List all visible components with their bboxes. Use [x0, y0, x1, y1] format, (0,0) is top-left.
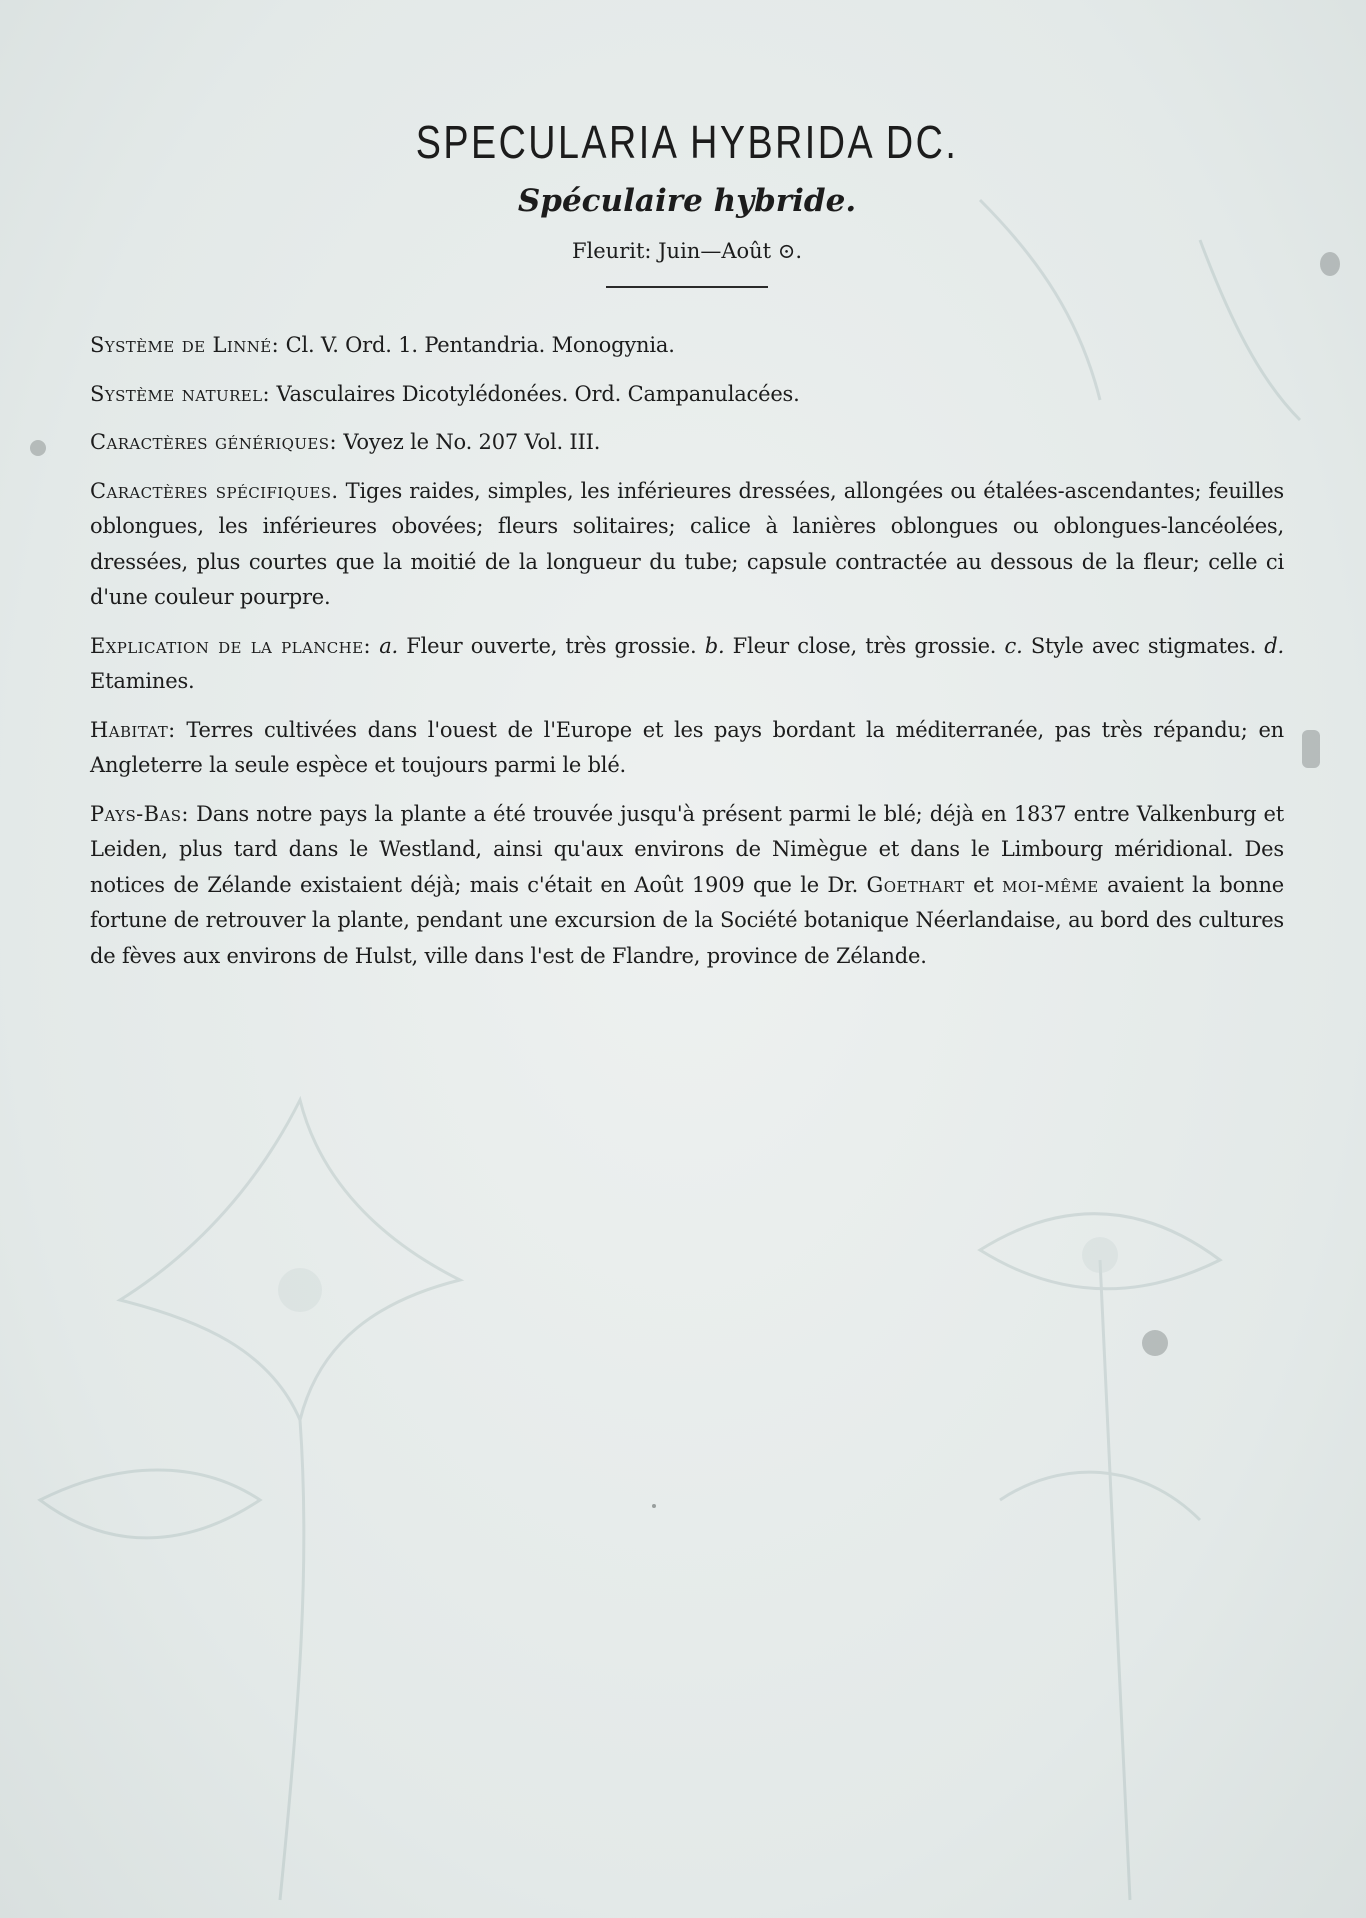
section-naturel [90, 377, 1284, 413]
figure-text-d: Etamines. [90, 669, 195, 693]
species-title: SPECULARIA HYBRIDA DC. [415, 116, 959, 168]
section-text: Cl. V. Ord. 1. Pentandria. Monogynia. [279, 333, 675, 357]
section-text: Voyez le No. 207 Vol. III. [336, 430, 601, 454]
person-name: Goethart [866, 872, 965, 897]
section-text: avaient la bonne fortune de retrouver la plante, pendant une excursion de la Société botanique Néerlandaise, au bord des cultures de fèves aux environs de Hulst, ville dans l'est de Flandre, province de Zélande. [90, 872, 1284, 968]
section-linne [90, 328, 1284, 364]
description-sections [90, 328, 1284, 974]
section-label: Habitat: [90, 717, 176, 742]
section-label: Pays-Bas: [90, 801, 189, 826]
species-common-name: Spéculaire hybride. [517, 183, 857, 219]
section-specific-characters [90, 474, 1284, 616]
figure-text-b: Fleur close, très grossie. [724, 633, 1005, 658]
section-label: Caractères génériques: [90, 430, 337, 454]
title-divider [606, 286, 768, 288]
section-text: Terres cultivées dans l'ouest de l'Europe et les pays bordant la méditerranée, pas très répandu; en Angleterre la seule espèce et toujours parmi le blé. [90, 717, 1284, 777]
paper-speck [1142, 1330, 1168, 1356]
section-label: Système naturel: [90, 381, 270, 406]
section-label: Système de Linné: [90, 333, 280, 357]
paper-speck [30, 440, 46, 456]
section-text: Tiges raides, simples, les inférieures dressées, allongées ou étalées-ascendantes; feuilles oblongues, les inférieures obovées; fleurs solitaires; calice à lanières oblongues ou oblongues-lancéolées, dressées, plus courtes que la moitié de la longueur du tube; capsule contractée au dessous de la fleur; celle ci d'une couleur pourpre. [90, 478, 1284, 609]
figure-letter-d: d. [1264, 633, 1285, 658]
figure-letter-b: b. [704, 633, 725, 658]
figure-letter-a: a. [379, 633, 398, 658]
figure-text-a: Fleur ouverte, très grossie. [397, 633, 705, 658]
section-plate-explanation [90, 629, 1284, 700]
section-netherlands [90, 797, 1284, 975]
section-text: Dans notre pays la plante a été trouvée jusqu'à présent parmi le blé; déjà en 1837 entre Valkenburg et Leiden, plus tard dans le Westland, ainsi qu'aux environs de Nimègue et dans le Limbourg méridional. Des notices de Zélande existaient déjà; mais c'était en Août 1909 que le Dr. [90, 801, 1284, 897]
paper-speck [652, 1504, 656, 1508]
paper-speck [1302, 730, 1320, 768]
section-text: et [964, 872, 1003, 897]
section-generic-characters [90, 425, 1284, 461]
section-habitat [90, 713, 1284, 784]
section-label: Explication de la planche: [90, 633, 371, 658]
document-content [90, 112, 1284, 987]
flowering-period: Fleurit: Juin—Août ⊙. [571, 239, 803, 263]
person-name: moi-même [1002, 872, 1099, 897]
paper-speck [1320, 252, 1340, 276]
section-label: Caractères spécifiques. [90, 478, 339, 503]
section-text: Vasculaires Dicotylédonées. Ord. Campanulacées. [269, 381, 800, 406]
figure-letter-c: c. [1004, 633, 1023, 658]
figure-text-c: Style avec stigmates. [1022, 633, 1265, 658]
